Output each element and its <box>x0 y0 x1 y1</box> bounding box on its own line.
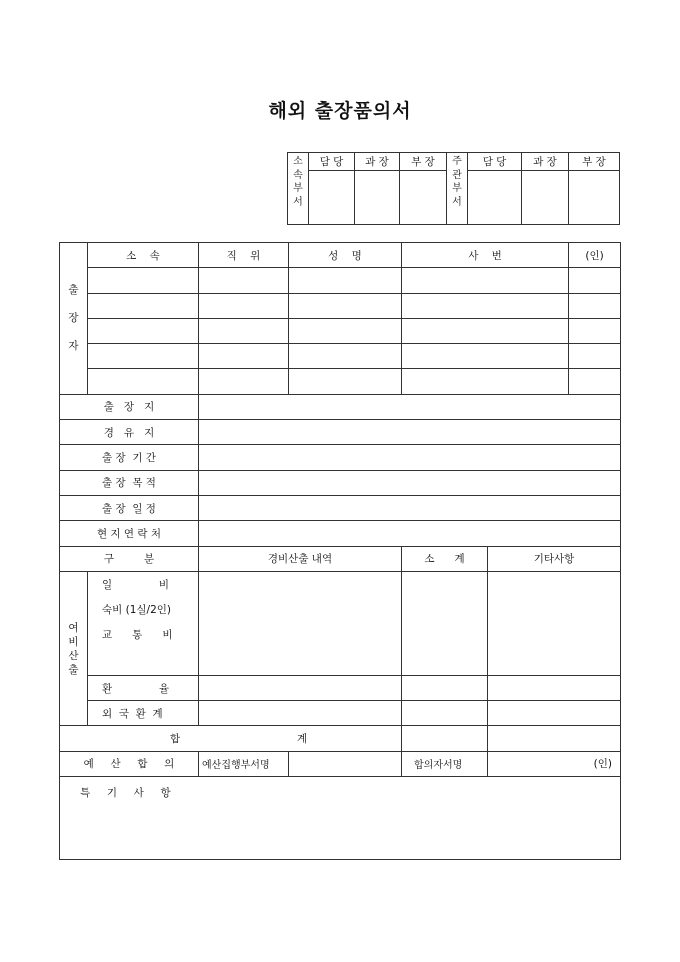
label-exchange-rate: 환 율 <box>88 675 199 700</box>
page-title: 해외 출장품의서 <box>268 100 412 122</box>
foreign-total-subtotal[interactable] <box>402 701 488 726</box>
header-detail: 경비산출 내역 <box>199 546 402 571</box>
header-affiliation: 소 속 <box>88 243 199 268</box>
header-category: 구 분 <box>60 546 199 571</box>
side-char: 출 <box>68 663 79 676</box>
traveler-cell[interactable] <box>289 369 402 394</box>
host-label-char: 주 <box>452 156 462 167</box>
signer-seal[interactable]: (인) <box>488 751 621 776</box>
header-subtotal: 소 계 <box>402 546 488 571</box>
traveler-cell[interactable] <box>569 318 621 343</box>
destination-field[interactable] <box>199 394 621 419</box>
side-char: 비 <box>68 635 79 648</box>
side-char: 자 <box>68 340 79 353</box>
expense-other-field[interactable] <box>488 571 621 675</box>
period-field[interactable] <box>199 445 621 470</box>
traveler-cell[interactable] <box>88 318 199 343</box>
traveler-cell[interactable] <box>199 344 289 369</box>
approval-box <box>287 152 620 225</box>
host-col-director: 부 장 <box>569 153 620 171</box>
traveler-cell[interactable] <box>199 293 289 318</box>
traveler-cell[interactable] <box>569 369 621 394</box>
label-lodging: 숙비 (1실/2인) <box>102 603 172 616</box>
sum-subtotal[interactable] <box>402 726 488 751</box>
traveler-side-label <box>60 243 88 395</box>
label-contact: 현 지 연 락 처 <box>60 521 199 546</box>
label-signer: 합의자서명 <box>402 751 488 776</box>
via-field[interactable] <box>199 420 621 445</box>
host-col-manager: 과 장 <box>522 153 569 171</box>
purpose-field[interactable] <box>199 470 621 495</box>
traveler-cell[interactable] <box>199 318 289 343</box>
contact-field[interactable] <box>199 521 621 546</box>
header-name: 성 명 <box>289 243 402 268</box>
label-sum: 합 계 <box>60 726 402 751</box>
traveler-cell[interactable] <box>88 293 199 318</box>
label-destination: 출 장 지 <box>60 394 199 419</box>
dept-col-staff: 담 당 <box>309 153 355 171</box>
signature-cell[interactable] <box>569 171 620 225</box>
label-purpose: 출 장 목 적 <box>60 470 199 495</box>
traveler-cell[interactable] <box>569 293 621 318</box>
exchange-rate-other[interactable] <box>488 675 621 700</box>
label-transport: 교 통 비 <box>102 628 173 641</box>
side-char: 여 <box>68 621 79 634</box>
exec-dept-field[interactable] <box>289 751 402 776</box>
host-label-char: 부 <box>452 183 462 194</box>
expense-side-label <box>60 571 88 726</box>
dept-label-char: 서 <box>293 196 303 208</box>
expense-subtotal-field[interactable] <box>402 571 488 675</box>
side-char: 산 <box>68 649 79 662</box>
host-label <box>447 153 468 225</box>
label-via: 경 유 지 <box>60 420 199 445</box>
side-char: 출 <box>68 284 79 297</box>
side-char: 장 <box>68 312 79 325</box>
traveler-cell[interactable] <box>199 268 289 293</box>
foreign-total-field[interactable] <box>199 701 402 726</box>
trip-form <box>59 242 621 860</box>
traveler-cell[interactable] <box>569 344 621 369</box>
dept-label-char: 부 <box>293 183 303 194</box>
schedule-field[interactable] <box>199 495 621 520</box>
dept-label-char: 속 <box>293 169 303 181</box>
dept-label-char: 소 <box>293 156 303 167</box>
host-col-staff: 담 당 <box>468 153 522 171</box>
foreign-total-other[interactable] <box>488 701 621 726</box>
header-other: 기타사항 <box>488 546 621 571</box>
exchange-rate-field[interactable] <box>199 675 402 700</box>
header-employee-no: 사 번 <box>402 243 569 268</box>
signature-cell[interactable] <box>468 171 522 225</box>
dept-col-manager: 과 장 <box>355 153 400 171</box>
label-daily: 일 비 <box>102 578 170 591</box>
traveler-cell[interactable] <box>402 344 569 369</box>
label-budget: 예 산 합 의 <box>60 751 199 776</box>
traveler-cell[interactable] <box>402 369 569 394</box>
signature-cell[interactable] <box>355 171 400 225</box>
traveler-cell[interactable] <box>289 344 402 369</box>
traveler-cell[interactable] <box>289 293 402 318</box>
traveler-cell[interactable] <box>88 369 199 394</box>
host-label-char: 관 <box>452 169 462 181</box>
traveler-cell[interactable] <box>199 369 289 394</box>
label-period: 출 장 기 간 <box>60 445 199 470</box>
remarks-field[interactable] <box>60 777 621 860</box>
dept-col-director: 부 장 <box>400 153 447 171</box>
signature-cell[interactable] <box>522 171 569 225</box>
header-seal: (인) <box>569 243 621 268</box>
sum-other[interactable] <box>488 726 621 751</box>
label-foreign-total: 외 국 환 계 <box>88 701 199 726</box>
label-schedule: 출 장 일 정 <box>60 495 199 520</box>
traveler-cell[interactable] <box>402 293 569 318</box>
host-label-char: 서 <box>452 196 462 208</box>
label-remarks: 특 기 사 항 <box>80 787 171 800</box>
dept-label <box>288 153 309 225</box>
traveler-cell[interactable] <box>402 268 569 293</box>
traveler-cell[interactable] <box>569 268 621 293</box>
traveler-cell[interactable] <box>88 268 199 293</box>
label-exec-dept: 예산집행부서명 <box>199 751 289 776</box>
signature-cell[interactable] <box>400 171 447 225</box>
traveler-cell[interactable] <box>88 344 199 369</box>
signature-cell[interactable] <box>309 171 355 225</box>
traveler-cell[interactable] <box>402 318 569 343</box>
header-position: 직 위 <box>199 243 289 268</box>
expense-detail-field[interactable] <box>199 571 402 675</box>
expense-items <box>88 571 199 675</box>
traveler-cell[interactable] <box>289 268 402 293</box>
exchange-rate-subtotal[interactable] <box>402 675 488 700</box>
traveler-cell[interactable] <box>289 318 402 343</box>
